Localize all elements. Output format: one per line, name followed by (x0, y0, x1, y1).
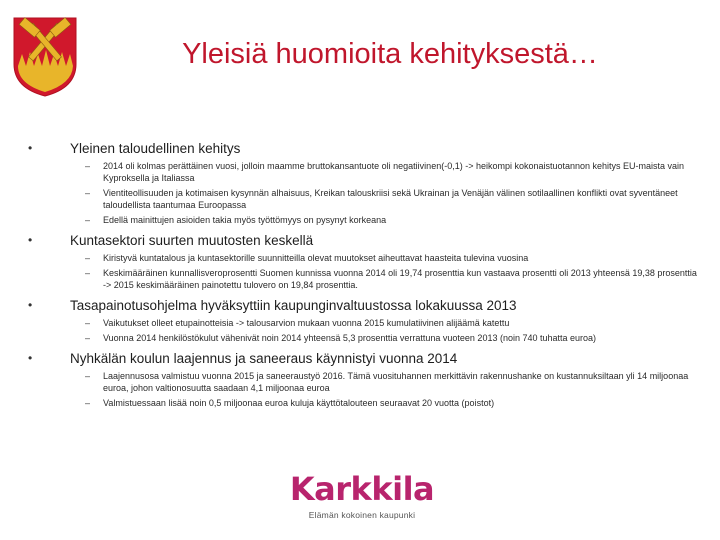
karkkila-logo (282, 470, 442, 530)
section-municipal-sector (28, 232, 698, 291)
list-item-text: Edellä mainittujen asioiden takia myös työttömyys on pysynyt korkeana (103, 215, 387, 225)
list-item-text: Keskimääräinen kunnallisveroprosentti Suomen kunnissa vuonna 2014 oli 19,74 prosenttia kun vastaava prosentti oli 2013 yhteensä 19,38 prosenttia -> 2015 keskimääräinen painotettu tulovero on 19,84 prosenttia. (103, 268, 697, 290)
bullet-icon: • (28, 233, 33, 247)
dash-icon: – (85, 215, 91, 225)
slide-title: Yleisiä huomioita kehityksestä… (182, 38, 598, 70)
list-item-text: Vientiteollisuuden ja kotimaisen kysynnän alhaisuus, Kreikan talouskriisi sekä Ukrainan ja Venäjän välinen sotilaallinen konflikti ovat syventäneet taloudellista taantumaa Euroopassa (103, 188, 678, 210)
bullet-list (28, 140, 698, 415)
dash-icon: – (85, 161, 91, 171)
list-item (28, 332, 698, 344)
logo-tagline: Elämän kokoinen kaupunki (308, 510, 416, 520)
dash-icon: – (85, 333, 91, 343)
bullet-icon: • (28, 351, 33, 365)
list-item-text: 2014 oli kolmas perättäinen vuosi, jolloin maamme bruttokansantuote oli negatiivinen(-0,1) -> heikompi kokonaistuotannon kehitys EU-maista vain Kyproksella ja Italiassa (103, 161, 685, 183)
list-item (28, 252, 698, 264)
list-item (28, 267, 698, 291)
section-school-expansion (28, 350, 698, 409)
bullet-icon: • (28, 298, 33, 312)
list-item (28, 317, 698, 329)
list-item-text: Vuonna 2014 henkilöstökulut vähenivät noin 2014 yhteensä 5,3 prosenttia verrattuna vuoteen 2013 (noin 740 tuhatta euroa) (103, 333, 597, 343)
dash-icon: – (85, 253, 91, 263)
section-heading: Kuntasektori suurten muutosten keskellä (70, 233, 314, 248)
list-item-text: Kiristyvä kuntatalous ja kuntasektorille suunnitteilla olevat muutokset aiheuttavat haasteita tulevina vuosina (103, 253, 529, 263)
bullet-icon: • (28, 141, 33, 155)
list-item (28, 187, 698, 211)
section-economy (28, 140, 698, 226)
section-heading: Tasapainotusohjelma hyväksyttiin kaupunginvaltuustossa lokakuussa 2013 (70, 298, 517, 313)
dash-icon: – (85, 371, 91, 381)
list-item (28, 160, 698, 184)
list-item (28, 397, 698, 409)
dash-icon: – (85, 188, 91, 198)
section-balancing-program (28, 297, 698, 344)
list-item (28, 370, 698, 394)
list-item (28, 214, 698, 226)
list-item-text: Valmistuessaan lisää noin 0,5 miljoonaa euroa kuluja käyttötalouteen seuraavat 20 vuotta (poistot) (103, 398, 495, 408)
list-item-text: Laajennusosa valmistuu vuonna 2015 ja saneeraustyö 2016. Tämä vuosituhannen merkittävin rakennushanke on kustannuksiltaan yli 14 miljoonaa euroa, johon valtionosuutta saadaan 4,1 miljoonaa euroa (103, 371, 689, 393)
list-item-text: Vaikutukset olleet etupainotteisia -> talousarvion mukaan vuonna 2015 kumulatiivinen alijäämä katettu (103, 318, 510, 328)
logo-wordmark: Karkkila (289, 470, 435, 508)
dash-icon: – (85, 268, 91, 278)
dash-icon: – (85, 398, 91, 408)
section-heading: Nyhkälän koulun laajennus ja saneeraus käynnistyi vuonna 2014 (70, 351, 458, 366)
coat-of-arms-icon (10, 14, 80, 98)
section-heading: Yleinen taloudellinen kehitys (70, 141, 241, 156)
dash-icon: – (85, 318, 91, 328)
